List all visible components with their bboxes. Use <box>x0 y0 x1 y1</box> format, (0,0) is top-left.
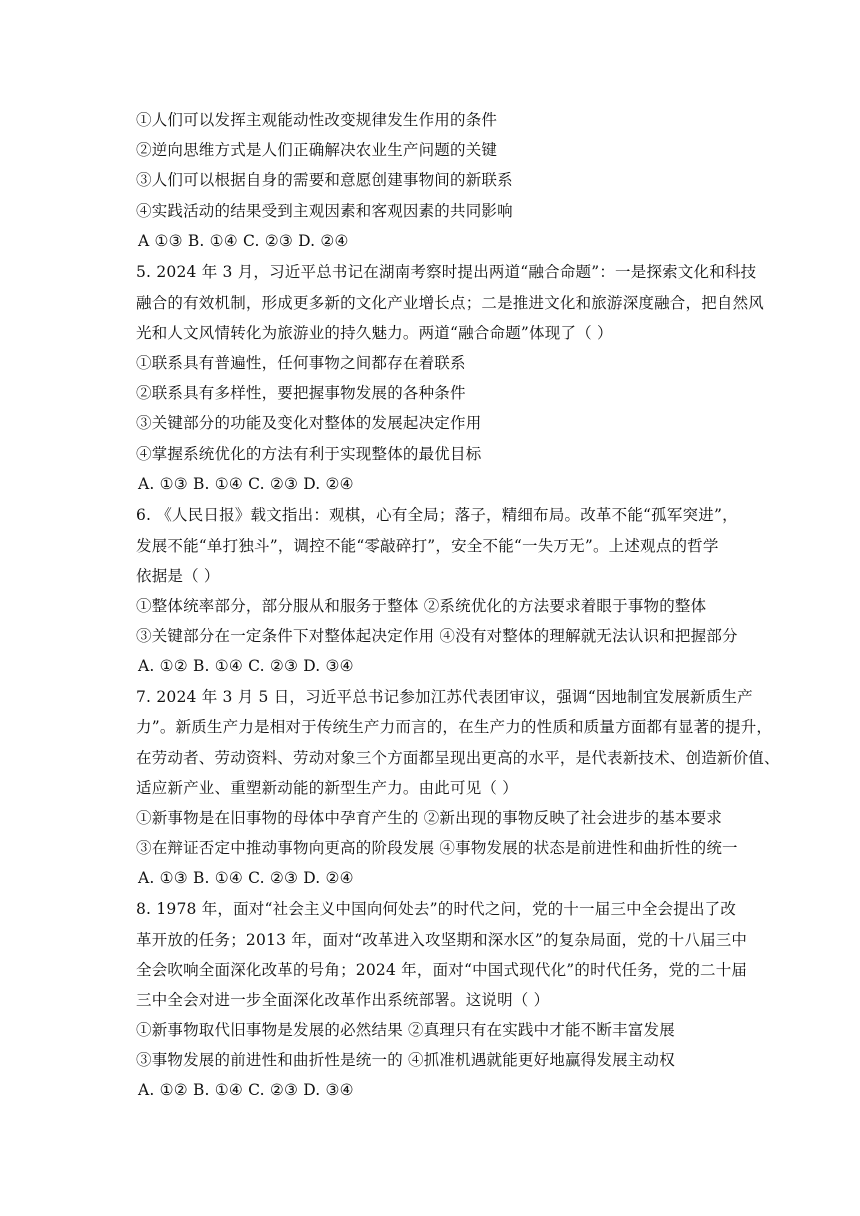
q8-stem-line-4: 三中全会对进一步全面深化改革作出系统部署。这说明（ ） <box>136 991 550 1009</box>
q8-stem-line-3: 全会吹响全面深化改革的号角；2024 年，面对“中国式现代化”的时代任务，党的二十届 <box>136 961 748 979</box>
q7-stem-line-3: 在劳动者、劳动资料、劳动对象三个方面都呈现出更高的水平，是代表新技术、创造新价值、 <box>136 749 780 767</box>
q8-stem-line-1: 8. 1978 年，面对“社会主义中国向何处去”的时代之问，党的十一届三中全会提出了改 <box>136 900 737 918</box>
q4-option-4: ④实践活动的结果受到主观因素和客观因素的共同影响 <box>136 202 513 220</box>
q5-stem-line-2: 融合的有效机制，形成更多新的文化产业增长点；二是推进文化和旅游深度融合，把自然风 <box>136 294 765 312</box>
q5-stem-line-3: 光和人文风情转化为旅游业的持久魅力。两道“融合命题”体现了（ ） <box>136 324 613 342</box>
q7-stem-line-4: 适应新产业、重塑新动能的新型生产力。由此可见（ ） <box>136 779 518 797</box>
q7-option-row-2: ③在辩证否定中推动事物向更高的阶段发展 ④事物发展的状态是前进性和曲折性的统一 <box>136 839 738 857</box>
q6-option-row-2: ③关键部分在一定条件下对整体起决定作用 ④没有对整体的理解就无法认识和把握部分 <box>136 627 738 645</box>
q5-stem-line-1: 5. 2024 年 3 月，习近平总书记在湖南考察时提出两道“融合命题”：一是探索文化和科技 <box>136 263 757 281</box>
q8-option-row-2: ③事物发展的前进性和曲折性是统一的 ④抓准机遇就能更好地赢得发展主动权 <box>136 1051 675 1069</box>
q5-option-3: ③关键部分的功能及变化对整体的发展起决定作用 <box>136 414 482 432</box>
q5-option-1: ①联系具有普遍性，任何事物之间都存在着联系 <box>136 354 466 372</box>
q5-answer-choices: A. ①③ B. ①④ C. ②③ D. ②④ <box>138 475 354 493</box>
q6-option-row-1: ①整体统率部分，部分服从和服务于整体 ②系统优化的方法要求着眼于事物的整体 <box>136 597 707 615</box>
q6-stem-line-3: 依据是（ ） <box>136 567 220 585</box>
q7-answer-choices: A. ①③ B. ①④ C. ②③ D. ②④ <box>138 869 354 887</box>
q4-option-3: ③人们可以根据自身的需要和意愿创建事物间的新联系 <box>136 171 513 189</box>
q8-answer-choices: A. ①② B. ①④ C. ②③ D. ③④ <box>138 1081 354 1099</box>
q8-stem-line-2: 革开放的任务；2013 年，面对“改革进入攻坚期和深水区”的复杂局面，党的十八届三中 <box>136 931 748 949</box>
q7-stem-line-2: 力”。新质生产力是相对于传统生产力而言的，在生产力的性质和质量方面都有显著的提升， <box>136 718 773 736</box>
q5-option-4: ④掌握系统优化的方法有利于实现整体的最优目标 <box>136 445 482 463</box>
q4-option-1: ①人们可以发挥主观能动性改变规律发生作用的条件 <box>136 111 498 129</box>
q7-stem-line-1: 7. 2024 年 3 月 5 日，习近平总书记参加江苏代表团审议，强调“因地制宜发展新质生产 <box>136 688 753 706</box>
q4-option-2: ②逆向思维方式是人们正确解决农业生产问题的关键 <box>136 141 498 159</box>
q8-option-row-1: ①新事物取代旧事物是发展的必然结果 ②真理只有在实践中才能不断丰富发展 <box>136 1021 675 1039</box>
q4-answer-choices: A ①③ B. ①④ C. ②③ D. ②④ <box>138 232 349 250</box>
q6-answer-choices: A. ①② B. ①④ C. ②③ D. ③④ <box>138 657 354 675</box>
q6-stem-line-1: 6. 《人民日报》载文指出：观棋，心有全局；落子，精细布局。改革不能“孤军突进”， <box>136 506 738 524</box>
q7-option-row-1: ①新事物是在旧事物的母体中孕育产生的 ②新出现的事物反映了社会进步的基本要求 <box>136 809 723 827</box>
q5-option-2: ②联系具有多样性，要把握事物发展的各种条件 <box>136 384 466 402</box>
q6-stem-line-2: 发展不能“单打独斗”，调控不能“零敲碎打”，安全不能“一失万无”。上述观点的哲学 <box>136 537 719 555</box>
